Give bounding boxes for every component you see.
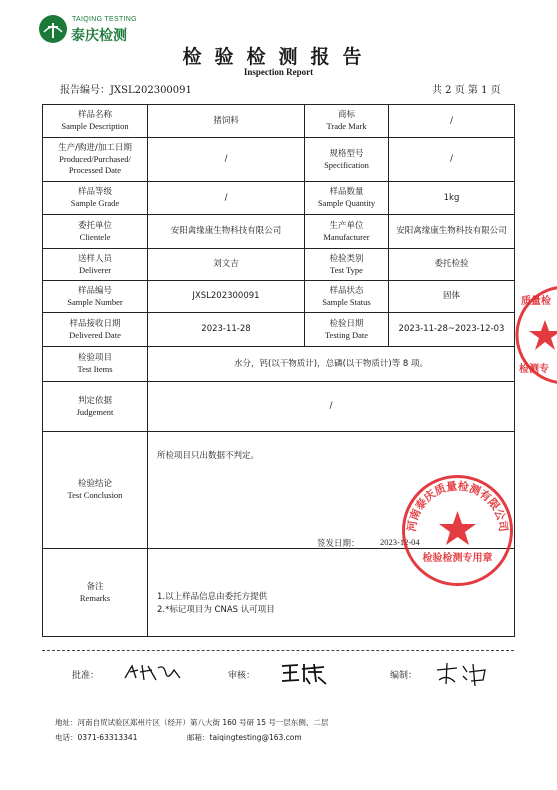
value-cell: / (148, 138, 305, 182)
stamp-ring-text: 河南泰庆质量检测有限公司 (405, 479, 510, 533)
report-number: 报告编号：JXSL202300091 (60, 85, 192, 96)
table-row (43, 105, 515, 138)
label-cell: 商标 Trade Mark (305, 105, 389, 138)
label-cell: 样品数量 Sample Quantity (305, 182, 389, 215)
report-title: 检验检测报告 (182, 46, 375, 68)
value-cell: / (148, 182, 305, 215)
label-cell: 送样人员 Deliverer (43, 249, 148, 281)
table-row (43, 347, 515, 382)
report-subtitle: Inspection Report (243, 67, 314, 77)
side-stamp-bottom-text: 检测专 (519, 364, 549, 375)
table-row (43, 138, 515, 182)
value-cell: 固体 (389, 281, 515, 313)
value-cell: 安阳禽缘康生物科技有限公司 (389, 215, 515, 249)
stamp-seal-text: 检验检测专用章 (422, 553, 493, 564)
edit-label: 编制： (390, 671, 418, 681)
remark-line: 2.*标记项目为 CNAS 认可项目 (157, 605, 275, 615)
value-cell: 安阳禽缘康生物科技有限公司 (148, 215, 305, 249)
label-cell: 样品名称 Sample Description (43, 105, 148, 138)
label-cell: 备注 Remarks (43, 549, 148, 637)
editor-signature-icon (433, 660, 493, 688)
label-cell: 样品编号 Sample Number (43, 281, 148, 313)
divider (42, 650, 514, 651)
remarks-text (157, 591, 275, 617)
reviewer-signature-icon (280, 660, 328, 686)
value-cell: / (389, 138, 515, 182)
footer-email: 邮箱：taiqingtesting@163.com (187, 733, 302, 742)
table-row (43, 249, 515, 281)
value-cell: 刘文吉 (148, 249, 305, 281)
label-cell: 检验项目 Test Items (43, 347, 148, 382)
footer-address: 地址：河南自贸试验区郑州片区（经开）第八大街 160 号研 15 号一层东侧、二层 (55, 718, 329, 727)
label-cell: 样品接收日期 Delivered Date (43, 313, 148, 347)
review-label: 审核： (228, 671, 256, 681)
table-row (43, 281, 515, 313)
label-cell: 规格型号 Specification (305, 138, 389, 182)
label-cell: 检验类别 Test Type (305, 249, 389, 281)
value-cell: 委托检验 (389, 249, 515, 281)
value-cell: 2023-11-28 (148, 313, 305, 347)
sign-date-value: 2023-12-04 (380, 537, 420, 547)
judgement-value: / (148, 382, 515, 432)
logo-text-cn: 泰庆检测 (71, 28, 127, 44)
value-cell: JXSL202300091 (148, 281, 305, 313)
label-cell: 生产/购进/加工日期 Produced/Purchased/ Processed Date (43, 138, 148, 182)
test-items-value: 水分，钙(以干物质计)，总磷(以干物质计)等 8 项。 (148, 347, 515, 382)
table-row (43, 382, 515, 432)
table-row (43, 215, 515, 249)
remark-line: 1.以上样品信息由委托方提供 (157, 592, 268, 602)
label-cell: 生产单位 Manufacturer (305, 215, 389, 249)
page-seal-stamp-icon (515, 280, 557, 390)
value-cell: / (389, 105, 515, 138)
company-seal-stamp-icon (400, 473, 515, 588)
conclusion-text: 所检项目只出数据不判定。 (157, 451, 260, 461)
company-logo-icon (38, 14, 68, 44)
logo-text-en: TAIQING TESTING (72, 16, 137, 23)
label-cell: 委托单位 Clientele (43, 215, 148, 249)
footer-phone: 电话：0371-63313341 (55, 733, 138, 742)
label-cell: 样品等级 Sample Grade (43, 182, 148, 215)
label-cell: 样品状态 Sample Status (305, 281, 389, 313)
value-cell: 1kg (389, 182, 515, 215)
sign-date-label: 签发日期： (317, 539, 360, 549)
label-cell: 检验结论 Test Conclusion (43, 432, 148, 549)
value-cell: 2023-11-28~2023-12-03 (389, 313, 515, 347)
page-info: 共 2 页 第 1 页 (432, 85, 501, 96)
table-row (43, 313, 515, 347)
table-row (43, 182, 515, 215)
label-cell: 检验日期 Testing Date (305, 313, 389, 347)
label-cell: 判定依据 Judgement (43, 382, 148, 432)
value-cell: 猪饲料 (148, 105, 305, 138)
side-stamp-top-text: 质量检 (521, 296, 551, 307)
approve-label: 批准： (72, 671, 100, 681)
approver-signature-icon (122, 660, 184, 684)
